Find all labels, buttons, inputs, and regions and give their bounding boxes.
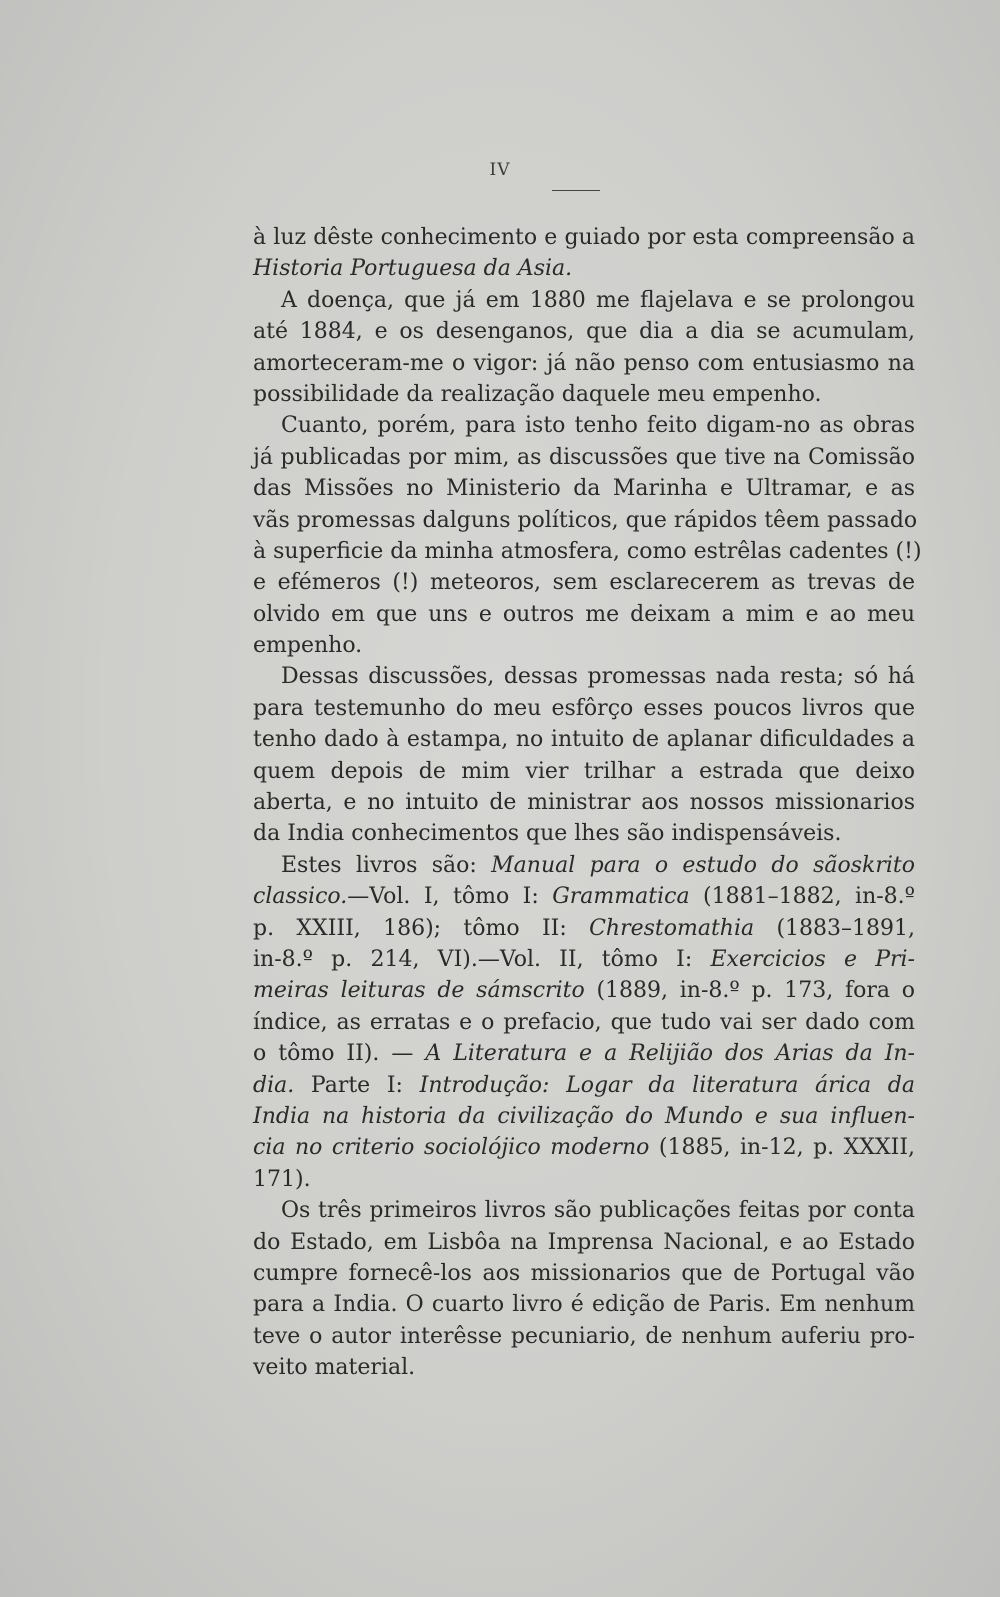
text-fragment: Os três primeiros livros são publicações feitas por conta xyxy=(281,1198,915,1224)
text-fragment: para a India. O cuarto livro é edição de Paris. Em nenhum xyxy=(253,1292,915,1318)
page-number: IV xyxy=(489,160,511,180)
text-line: A doença, que já em 1880 me flajelava e se prolongou xyxy=(281,287,915,313)
text-line xyxy=(253,1227,915,1258)
text-line xyxy=(253,1132,915,1163)
text-line xyxy=(253,975,915,1006)
text-fragment: teve o autor interêsse pecuniario, de nenhum auferiu pro- xyxy=(253,1323,915,1349)
text-line xyxy=(253,1038,915,1069)
text-fragment: (1885, in-12, p. XXXII, xyxy=(649,1135,915,1161)
italic-title-fragment: Introdução: Logar da literatura árica da xyxy=(419,1072,916,1098)
text-line: Historia Portuguesa da Asia. xyxy=(253,256,573,282)
text-line: tenho dado à estampa, no intuito de aplanar dificuldades a xyxy=(253,727,915,753)
text-fragment: —Vol. I, tômo I: xyxy=(347,884,553,910)
text-fragment: veito material. xyxy=(253,1355,416,1381)
text-line xyxy=(253,1321,915,1352)
text-line: à luz dêste conhecimento e guiado por esta compreensão a xyxy=(253,225,915,250)
text-fragment: Parte I: xyxy=(294,1072,420,1098)
text-fragment: índice, as erratas e o prefacio, que tudo vai ser dado com xyxy=(253,1009,915,1035)
text-fragment: o tômo II). — xyxy=(253,1041,426,1067)
text-line xyxy=(253,1101,915,1132)
text-line: da India conhecimentos que lhes são indispensáveis. xyxy=(253,821,842,847)
text-line xyxy=(253,1352,915,1383)
text-line: Cuanto, porém, para isto tenho feito digam-no as obras xyxy=(281,413,915,439)
text-line: quem depois de mim vier trilhar a estrada que deixo xyxy=(253,758,915,784)
text-fragment: 171). xyxy=(253,1166,311,1192)
text-fragment: in-8.º p. 214, VI).—Vol. II, tômo I: xyxy=(253,946,711,972)
text-line xyxy=(253,1195,915,1226)
text-fragment: (1889, in-8.º p. 173, fora o xyxy=(584,978,915,1004)
italic-title-fragment: Grammatica xyxy=(552,884,690,910)
text-line: já publicadas por mim, as discussões que tive na Comissão xyxy=(253,444,915,470)
body-text xyxy=(253,222,922,1383)
text-line xyxy=(253,913,915,944)
text-line: possibilidade da realização daquele meu empenho. xyxy=(253,381,822,407)
text-fragment: Estes livros são: xyxy=(281,852,492,878)
text-line: e efémeros (!) meteoros, sem esclarecerem as trevas de xyxy=(253,570,915,596)
italic-title-fragment: Exercicios e Pri- xyxy=(710,946,915,972)
text-line xyxy=(253,1007,915,1038)
text-line: Dessas discussões, dessas promessas nada resta; só há xyxy=(281,664,915,690)
text-line xyxy=(253,881,915,912)
text-line: até 1884, e os desenganos, que dia a dia se acumulam, xyxy=(253,319,915,345)
italic-title-fragment: classico. xyxy=(253,884,348,910)
text-line: vãs promessas dalguns políticos, que rápidos têem passado xyxy=(253,507,918,533)
italic-title-fragment: meiras leituras de sámscrito xyxy=(253,978,585,1004)
text-line: à superficie da minha atmosfera, como estrêlas cadentes (!) xyxy=(253,538,922,564)
text-line xyxy=(253,944,915,975)
text-line xyxy=(253,1289,915,1320)
italic-title-fragment: cia no criterio sociolójico moderno xyxy=(253,1135,650,1161)
italic-title-fragment: dia. xyxy=(253,1072,295,1098)
text-fragment: p. XXIII, 186); tômo II: xyxy=(253,915,590,941)
text-line xyxy=(253,1164,915,1195)
text-line: amorteceram-me o vigor: já não penso com entusiasmo na xyxy=(253,350,915,376)
text-line xyxy=(253,1070,915,1101)
text-fragment: (1883–1891, xyxy=(754,915,916,941)
text-line: das Missões no Ministerio da Marinha e Ultramar, e as xyxy=(253,476,915,502)
italic-title-fragment: Chrestomathia xyxy=(589,915,755,941)
page-number-rule xyxy=(552,190,600,191)
text-line: para testemunho do meu esfôrço esses poucos livros que xyxy=(253,695,915,721)
text-fragment: cumpre fornecê-los aos missionarios que de Portugal vão xyxy=(253,1260,915,1286)
text-line: aberta, e no intuito de ministrar aos nossos missionarios xyxy=(253,790,915,816)
text-fragment: (1881–1882, in-8.º xyxy=(689,884,916,910)
text-line: empenho. xyxy=(253,633,363,659)
text-line xyxy=(253,1258,915,1289)
text-line xyxy=(253,850,915,881)
italic-title-fragment: Manual para o estudo do sãoskrito xyxy=(491,852,915,878)
italic-title-fragment: A Literatura e a Relijião dos Arias da In- xyxy=(425,1041,915,1067)
text-line: olvido em que uns e outros me deixam a mim e ao meu xyxy=(253,601,915,627)
italic-title-fragment: India na historia da civilização do Mundo e sua influen- xyxy=(253,1103,915,1129)
text-fragment: do Estado, em Lisbôa na Imprensa Nacional, e ao Estado xyxy=(253,1229,915,1255)
